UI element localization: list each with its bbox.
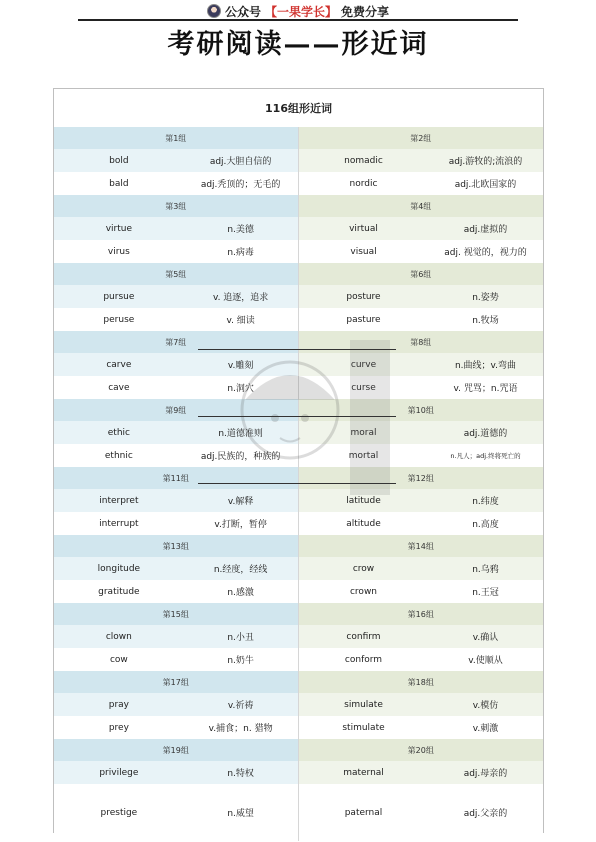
word-pair-row xyxy=(54,421,543,444)
group-header-row xyxy=(54,467,543,489)
english-word: ethnic xyxy=(104,450,133,461)
word-entry xyxy=(54,625,299,648)
english-word: interrupt xyxy=(99,518,139,529)
word-pair-row xyxy=(54,557,543,580)
group-header-row xyxy=(54,671,543,693)
watermark-line xyxy=(198,349,396,350)
word-entry xyxy=(54,489,299,512)
watermark-line xyxy=(198,483,396,484)
word-entry xyxy=(299,149,544,172)
word-entry xyxy=(54,421,299,444)
english-word: nordic xyxy=(349,178,378,189)
word-entry xyxy=(54,648,299,671)
word-pair-row xyxy=(54,512,543,535)
english-word: maternal xyxy=(343,767,384,778)
chinese-meaning: adj.秃顶的；无毛的 xyxy=(200,180,281,190)
chinese-meaning: v.雕刻 xyxy=(227,361,254,371)
group-header-row xyxy=(54,195,543,217)
word-entry xyxy=(54,512,299,535)
word-entry xyxy=(54,444,299,467)
english-word: altitude xyxy=(346,518,381,529)
english-word: mortal xyxy=(348,450,379,461)
group-label: 第5组 xyxy=(54,263,299,285)
word-entry xyxy=(299,308,544,331)
chinese-meaning: n.威望 xyxy=(227,809,254,819)
group-label: 第18组 xyxy=(299,671,544,693)
word-entry xyxy=(299,285,544,308)
english-word: virus xyxy=(107,246,130,257)
chinese-meaning: adj.母亲的 xyxy=(463,769,508,779)
page-title: 考研阅读——形近词 xyxy=(167,29,429,60)
word-entry xyxy=(54,716,299,739)
chinese-meaning: adj.父亲的 xyxy=(463,809,508,819)
group-label: 第3组 xyxy=(54,195,299,217)
english-word: curve xyxy=(350,359,377,370)
english-word: bold xyxy=(109,155,129,166)
word-pair-row xyxy=(54,580,543,603)
english-word: ethic xyxy=(107,427,130,438)
word-pair-row xyxy=(54,648,543,671)
english-word: longitude xyxy=(97,563,141,574)
chinese-meaning: adj.道德的 xyxy=(463,429,508,439)
chinese-meaning: n.姿势 xyxy=(472,293,499,303)
chinese-meaning: n.纬度 xyxy=(472,497,499,507)
chinese-meaning: v.使顺从 xyxy=(468,656,503,666)
word-entry xyxy=(54,693,299,716)
english-word: clown xyxy=(105,631,132,642)
english-word: confirm xyxy=(346,631,381,642)
english-word: crow xyxy=(352,563,375,574)
word-pair-row xyxy=(54,353,543,376)
chinese-meaning: v.祈祷 xyxy=(227,701,254,711)
group-label: 第10组 xyxy=(299,399,544,421)
chinese-meaning: adj.大胆自信的 xyxy=(209,157,272,167)
chinese-meaning: n.道德准则 xyxy=(218,429,263,439)
english-word: curse xyxy=(351,382,376,393)
group-label: 第19组 xyxy=(54,739,299,761)
word-entry xyxy=(299,557,544,580)
english-word: simulate xyxy=(344,699,383,710)
group-label: 第11组 xyxy=(54,467,299,489)
group-label: 第20组 xyxy=(299,739,544,761)
word-pair-row xyxy=(54,693,543,716)
group-header-row xyxy=(54,535,543,557)
word-entry xyxy=(299,489,544,512)
account-prefix: 公众号 xyxy=(224,4,261,19)
english-word: nomadic xyxy=(344,155,383,166)
group-label: 第1组 xyxy=(54,127,299,149)
word-pair-row xyxy=(54,761,543,784)
chinese-meaning: v. 细读 xyxy=(226,316,255,326)
chinese-meaning: v.打断，暂停 xyxy=(214,520,267,530)
word-pair-row xyxy=(54,784,543,841)
chinese-meaning: adj.游牧的;流浪的 xyxy=(448,157,523,167)
word-pair-row xyxy=(54,376,543,399)
chinese-meaning: v.确认 xyxy=(472,633,499,643)
word-entry xyxy=(299,693,544,716)
english-word: virtual xyxy=(349,223,378,234)
english-word: visual xyxy=(350,246,377,257)
word-entry xyxy=(54,149,299,172)
word-entry xyxy=(299,580,544,603)
watermark-line xyxy=(198,416,396,417)
group-header-row xyxy=(54,399,543,421)
english-word: conform xyxy=(344,654,383,665)
chinese-meaning: v. 咒骂；n.咒语 xyxy=(453,384,518,394)
word-entry xyxy=(54,217,299,240)
word-pair-row xyxy=(54,149,543,172)
word-pair-row xyxy=(54,285,543,308)
chinese-meaning: n.奶牛 xyxy=(227,656,254,666)
word-entry xyxy=(299,353,544,376)
english-word: prestige xyxy=(100,807,138,818)
english-word: virtue xyxy=(105,223,133,234)
word-entry xyxy=(299,444,544,467)
word-entry xyxy=(299,376,544,399)
group-label: 第15组 xyxy=(54,603,299,625)
chinese-meaning: v.刺激 xyxy=(472,724,499,734)
word-pair-row xyxy=(54,444,543,467)
english-word: crown xyxy=(349,586,378,597)
chinese-meaning: adj.北欧国家的 xyxy=(454,180,517,190)
word-entry xyxy=(299,512,544,535)
word-entry xyxy=(299,625,544,648)
word-entry xyxy=(54,308,299,331)
chinese-meaning: adj. 视觉的，视力的 xyxy=(444,248,527,258)
group-label: 第16组 xyxy=(299,603,544,625)
chinese-meaning: n.高度 xyxy=(472,520,499,530)
word-entry xyxy=(299,172,544,195)
english-word: stimulate xyxy=(342,722,385,733)
word-entry xyxy=(299,648,544,671)
word-pair-row xyxy=(54,240,543,263)
group-label: 第14组 xyxy=(299,535,544,557)
english-word: pray xyxy=(108,699,129,710)
english-word: interpret xyxy=(99,495,139,506)
word-entry xyxy=(299,761,544,784)
group-label: 第9组 xyxy=(54,399,299,421)
chinese-meaning: n.王冠 xyxy=(472,588,499,598)
vocab-table xyxy=(53,88,544,833)
word-entry xyxy=(299,240,544,263)
word-pair-row xyxy=(54,489,543,512)
chinese-meaning: n.感激 xyxy=(227,588,254,598)
word-entry xyxy=(54,784,299,841)
share-banner xyxy=(0,2,596,20)
title-rule xyxy=(78,19,518,21)
word-entry xyxy=(54,376,299,399)
chinese-meaning: adj.民族的，种族的 xyxy=(200,452,281,462)
group-header-row xyxy=(54,739,543,761)
chinese-meaning: adj.虚拟的 xyxy=(463,225,508,235)
english-word: prey xyxy=(108,722,129,733)
chinese-meaning: n.凡人；adj.终将死亡的 xyxy=(450,452,521,460)
group-label: 第2组 xyxy=(299,127,544,149)
english-word: carve xyxy=(106,359,132,370)
word-entry xyxy=(54,285,299,308)
group-label: 第8组 xyxy=(299,331,544,353)
group-label: 第13组 xyxy=(54,535,299,557)
chinese-meaning: v.捕食；n. 猎物 xyxy=(208,724,273,734)
word-entry xyxy=(299,421,544,444)
english-word: pursue xyxy=(103,291,135,302)
english-word: gratitude xyxy=(98,586,140,597)
group-label: 第4组 xyxy=(299,195,544,217)
group-label: 第12组 xyxy=(299,467,544,489)
english-word: latitude xyxy=(346,495,381,506)
english-word: paternal xyxy=(344,807,383,818)
word-entry xyxy=(54,172,299,195)
word-entry xyxy=(54,580,299,603)
group-header-row xyxy=(54,263,543,285)
group-header-row xyxy=(54,603,543,625)
english-word: cow xyxy=(109,654,128,665)
chinese-meaning: v.模仿 xyxy=(472,701,499,711)
word-entry xyxy=(54,557,299,580)
english-word: pasture xyxy=(346,314,381,325)
chinese-meaning: n.美德 xyxy=(227,225,254,235)
english-word: moral xyxy=(350,427,377,438)
chinese-meaning: v.解释 xyxy=(227,497,254,507)
group-label: 第6组 xyxy=(299,263,544,285)
chinese-meaning: n.洞穴 xyxy=(227,384,254,394)
chinese-meaning: n.特权 xyxy=(227,769,254,779)
brand-name: 【一果学长】 xyxy=(264,4,337,19)
word-entry xyxy=(54,240,299,263)
chinese-meaning: v. 追逐，追求 xyxy=(212,293,269,303)
share-suffix: 免费分享 xyxy=(341,4,390,19)
group-label: 第17组 xyxy=(54,671,299,693)
group-label: 第7组 xyxy=(54,331,299,353)
chinese-meaning: n.经度，经线 xyxy=(213,565,268,575)
chinese-meaning: n.病毒 xyxy=(227,248,254,258)
word-entry xyxy=(54,353,299,376)
chinese-meaning: n.小丑 xyxy=(227,633,254,643)
chinese-meaning: n.乌鸦 xyxy=(472,565,499,575)
word-pair-row xyxy=(54,625,543,648)
word-pair-row xyxy=(54,217,543,240)
word-entry xyxy=(299,784,544,841)
word-entry xyxy=(299,217,544,240)
vocab-grid xyxy=(54,127,543,841)
word-pair-row xyxy=(54,172,543,195)
english-word: cave xyxy=(108,382,130,393)
english-word: posture xyxy=(346,291,381,302)
english-word: peruse xyxy=(103,314,135,325)
chinese-meaning: n.曲线；v.弯曲 xyxy=(454,361,517,371)
table-title: 116组形近词 xyxy=(54,89,543,128)
avatar-icon xyxy=(207,4,221,18)
english-word: privilege xyxy=(99,767,139,778)
word-entry xyxy=(54,761,299,784)
word-pair-row xyxy=(54,308,543,331)
english-word: bald xyxy=(109,178,129,189)
chinese-meaning: n.牧场 xyxy=(472,316,499,326)
word-entry xyxy=(299,716,544,739)
word-pair-row xyxy=(54,716,543,739)
group-header-row xyxy=(54,127,543,149)
